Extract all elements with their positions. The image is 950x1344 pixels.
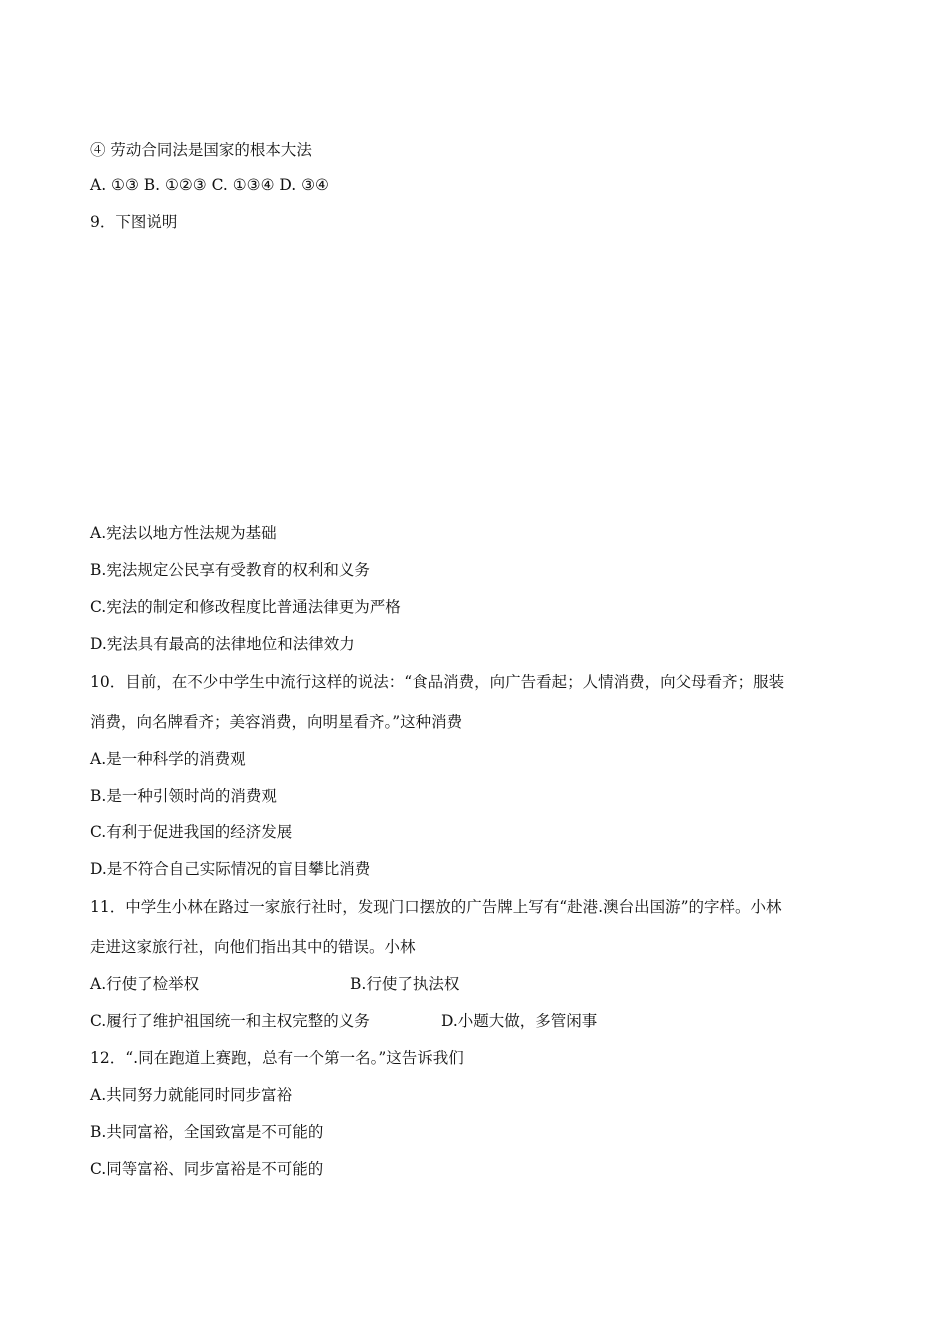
q11-option-a: A.行使了检举权: [90, 975, 200, 993]
q9-figure-placeholder: [90, 245, 860, 505]
q11-option-d: D.小题大做，多管闲事: [441, 1012, 598, 1030]
q10-stem-line-1: 10．目前，在不少中学生中流行这样的说法：“食品消费，向广告看起；人情消费，向父母看齐；服装: [90, 673, 785, 691]
q10-option-c: C.有利于促进我国的经济发展: [90, 823, 293, 841]
q11-stem-line-2: 走进这家旅行社，向他们指出其中的错误。小林: [90, 938, 416, 956]
q9-option-c: C.宪法的制定和修改程度比普通法律更为严格: [90, 598, 401, 616]
q12-option-b: B.共同富裕，全国致富是不可能的: [90, 1123, 324, 1141]
q12-option-a: A.共同努力就能同时同步富裕: [90, 1086, 293, 1104]
q9-option-a: A.宪法以地方性法规为基础: [90, 524, 277, 542]
q9-stem: 9．下图说明: [90, 213, 178, 231]
q12-stem: 12．“.同在跑道上赛跑，总有一个第一名。”这告诉我们: [90, 1049, 464, 1067]
q9-option-b: B.宪法规定公民享有受教育的权利和义务: [90, 561, 370, 579]
q9-option-d: D.宪法具有最高的法律地位和法律效力: [90, 635, 355, 653]
q10-option-b: B.是一种引领时尚的消费观: [90, 787, 277, 805]
q8-item-4: ④ 劳动合同法是国家的根本大法: [90, 141, 312, 159]
q11-option-c: C.履行了维护祖国统一和主权完整的义务: [90, 1012, 370, 1030]
q11-stem-line-1: 11．中学生小林在路过一家旅行社时，发现门口摆放的广告牌上写有“赴港.澳台出国游”的字样。小林: [90, 898, 782, 916]
q11-option-b: B.行使了执法权: [350, 975, 460, 993]
q12-option-c: C.同等富裕、同步富裕是不可能的: [90, 1160, 324, 1178]
q10-option-d: D.是不符合自己实际情况的盲目攀比消费: [90, 860, 371, 878]
q10-stem-line-2: 消费，向名牌看齐；美容消费，向明星看齐。”这种消费: [90, 713, 463, 731]
q8-options: A. ①③ B. ①②③ C. ①③④ D. ③④: [90, 176, 329, 194]
q10-option-a: A.是一种科学的消费观: [90, 750, 246, 768]
